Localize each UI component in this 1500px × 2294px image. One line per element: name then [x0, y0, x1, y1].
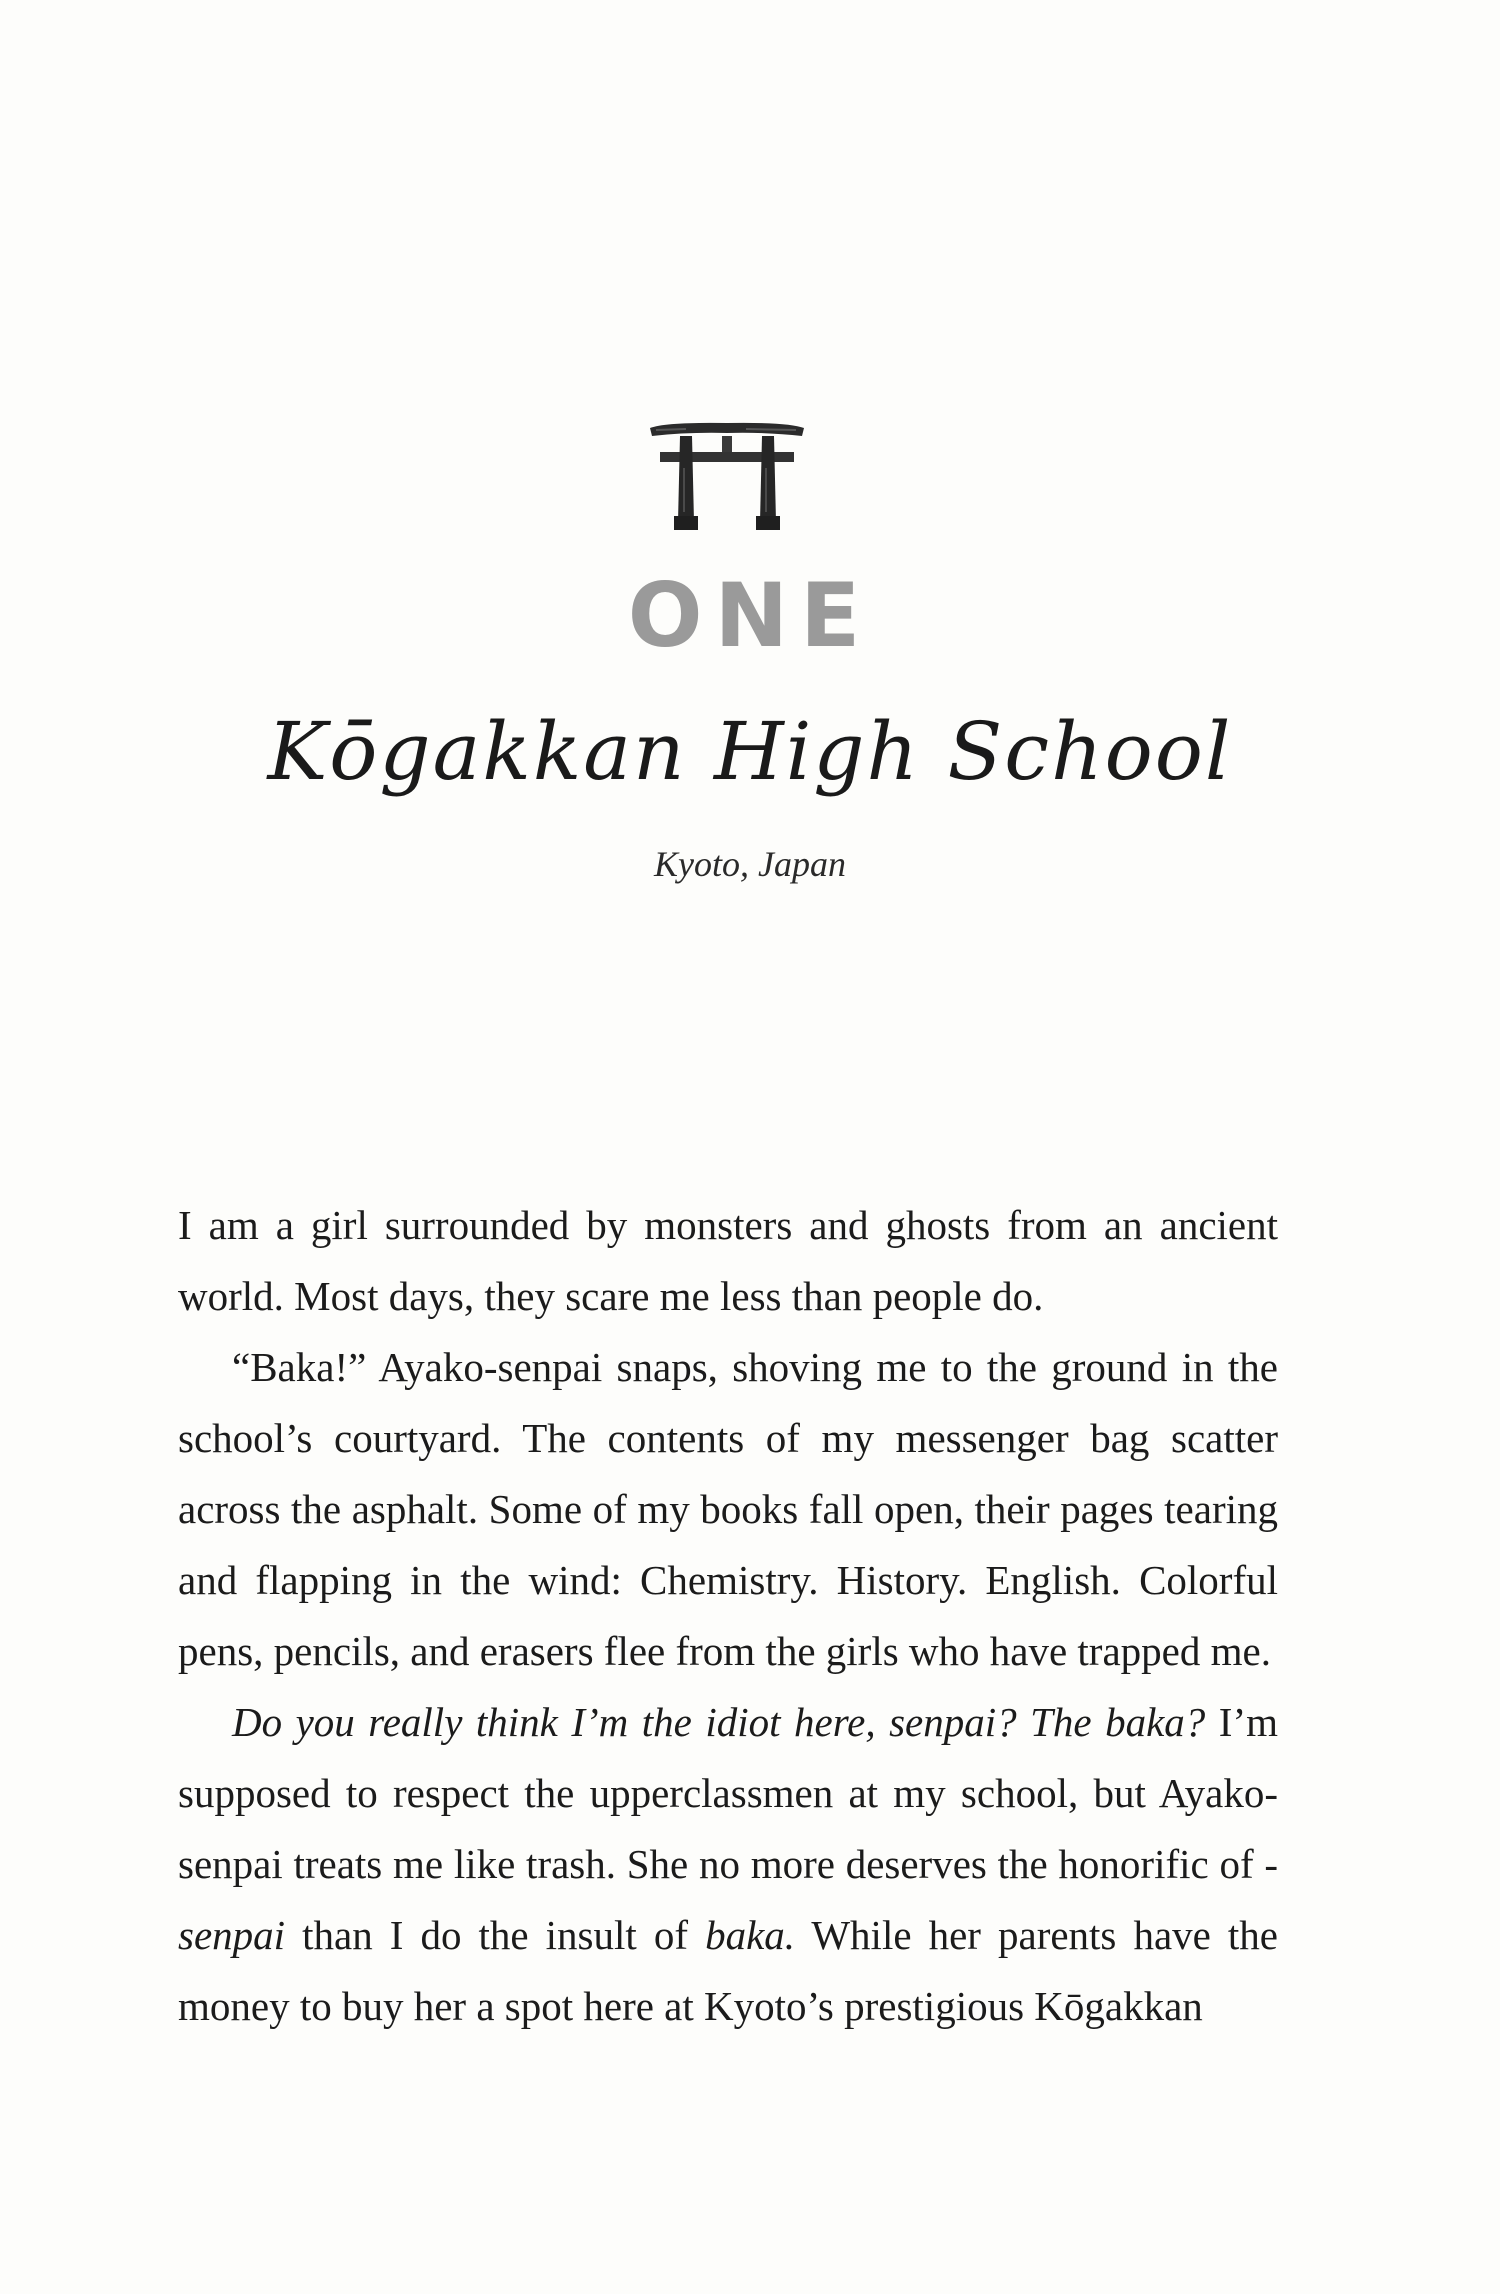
torii-gate-icon [646, 418, 808, 538]
paragraph-3-italic-thought: Do you really think I’m the idiot here, senpai? The baka? [232, 1699, 1206, 1745]
paragraph-3 [178, 1687, 1278, 2042]
paragraph-3-text-3: While her parents have the money to buy her a spot here at Kyoto’s prestigious Kōgakkan [178, 1912, 1278, 2029]
paragraph-3-text-1: I’m supposed to respect the upperclassmen at my school, but Ayako-senpai treats me like trash. She no more deserves the honorific of [178, 1699, 1279, 1887]
paragraph-1: I am a girl surrounded by monsters and ghosts from an ancient world. Most days, they scare me less than people do. [178, 1202, 1278, 1319]
paragraph-3-italic-senpai: -senpai [178, 1841, 1278, 1958]
paragraph-3-text-2: than I do the insult of [285, 1912, 706, 1958]
chapter-title: Kōgakkan High School [267, 705, 1233, 798]
paragraph-2: “Baka!” Ayako-senpai snaps, shoving me to the ground in the school’s courtyard. The contents of my messenger bag scatter across the asphalt. Some of my books fall open, their pages tearing and flapping in the wind: Chemistry. History. English. Colorful pens, pencils, and erasers flee from the girls who have trapped me. [178, 1344, 1278, 1674]
chapter-number: ONE [627, 564, 873, 667]
chapter-body-text [178, 1190, 1278, 2042]
paragraph-3-italic-baka: baka. [705, 1912, 796, 1958]
chapter-location: Kyoto, Japan [654, 844, 846, 884]
